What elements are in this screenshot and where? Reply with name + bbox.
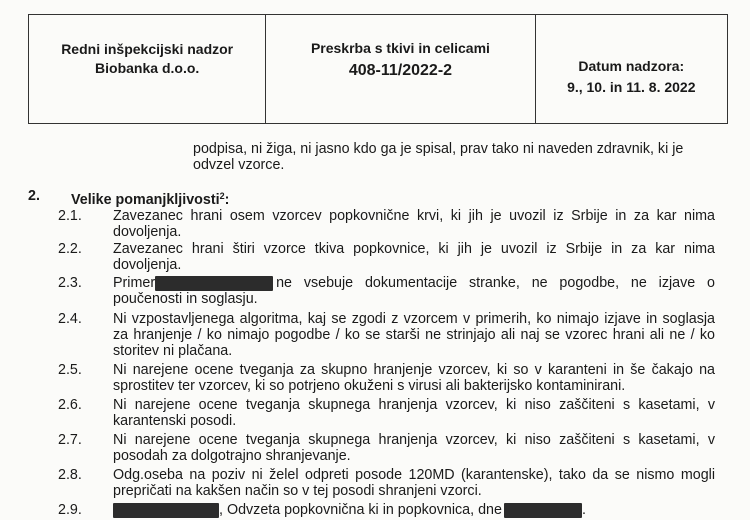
item-number: 2.3. [58, 275, 82, 291]
item-text: za hranjenje / ko nimajo pogodbe / ko se starši ne strinjajo ali naj se vzorec hrani ali ne / ko [113, 327, 715, 343]
item-text: Ni vzpostavljenega algoritma, kaj se zgodi z vzorcem v primerih, ko nimajo izjave in soglasja [113, 311, 715, 327]
item-text: karantenski posodi. [113, 413, 237, 429]
date-label: Datum nadzora: [578, 58, 685, 74]
item-number: 2.1. [58, 208, 82, 224]
item-text: poučenosti in soglasju. [113, 291, 258, 307]
case-number: 408-11/2022-2 [348, 61, 453, 79]
item-text: Ni narejene ocene tveganja skupnega hranjenja vzorcev, ki niso zaščiteni s kasetami, v [113, 432, 715, 448]
inspected-company: Biobanka d.o.o. [95, 60, 200, 76]
item-text: , Odvzeta popkovnična ki in popkovnica, dne [219, 502, 502, 518]
item-number: 2.4. [58, 311, 82, 327]
item-number: 2.6. [58, 397, 82, 413]
continuation-line: odvzel vzorce. [193, 157, 285, 173]
redaction-block [113, 503, 219, 518]
item-number: 2.8. [58, 467, 82, 483]
item-text: dovoljenja. [113, 224, 182, 240]
item-text: prepričati na kakšen način so v tej posodi shranjeni vzorci. [113, 483, 482, 499]
header-date-cell [536, 15, 727, 123]
item-text: Zavezanec hrani štiri vzorce tkiva popkovnice, ki jih je uvozil iz Srbije in za kar nima [113, 241, 715, 257]
item-text: Ni narejene ocene tveganja skupnega hranjenja vzorcev, ki niso zaščiteni s kasetami, v [113, 397, 715, 413]
item-text: posodah za dolgotrajno shranjevanje. [113, 448, 351, 464]
item-text: sprostitev ter vzorcev, ki so potrjeno okuženi s virusi ali bakterijsko kontaminirani. [113, 378, 626, 394]
continuation-line: podpisa, ni žiga, ni jasno kdo ga je spisal, prav tako ni naveden zdravnik, ki je [193, 141, 684, 157]
item-text: Odg.oseba na poziv ni želel odpreti posode 120MD (karantenske), tako da se nismo mogli [113, 467, 715, 483]
item-text: storitev ni plačana. [113, 343, 233, 359]
item-text: ne vsebuje dokumentacije stranke, ne pogodbe, ne izjave o [276, 275, 715, 291]
redaction-block [504, 503, 582, 518]
item-number: 2.7. [58, 432, 82, 448]
section-title [71, 188, 229, 208]
item-text: Primer [113, 275, 156, 291]
item-number: 2.9. [58, 502, 82, 518]
footnote-marker: 2 [219, 191, 225, 201]
item-text: Zavezanec hrani osem vzorcev popkovnične krvi, ki jih je uvozil iz Srbije in za kar nima [113, 208, 715, 224]
header-inspection-cell [29, 15, 266, 123]
inspection-type: Redni inšpekcijski nadzor [61, 41, 234, 57]
inspection-subject: Preskrba s tkivi in celicami [310, 39, 490, 56]
section-title-text: Velike pomanjkljivosti [71, 192, 220, 208]
header-subject-cell [266, 15, 535, 123]
inspection-dates: 9., 10. in 11. 8. 2022 [567, 79, 696, 95]
item-number: 2.2. [58, 241, 82, 257]
continuation-paragraph [193, 141, 723, 173]
item-line [113, 275, 715, 291]
item-text: Ni narejene ocene tveganja za skupno hranjenje vzorcev, ki so v karanteni in še čakajo na [113, 362, 715, 378]
section-title-colon: : [224, 192, 230, 208]
redaction-block [155, 276, 273, 291]
item-line [113, 502, 715, 518]
header-table [28, 14, 728, 124]
item-text: . [581, 502, 586, 518]
section-number: 2. [28, 188, 40, 204]
item-number: 2.5. [58, 362, 82, 378]
item-text: dovoljenja. [113, 257, 182, 273]
